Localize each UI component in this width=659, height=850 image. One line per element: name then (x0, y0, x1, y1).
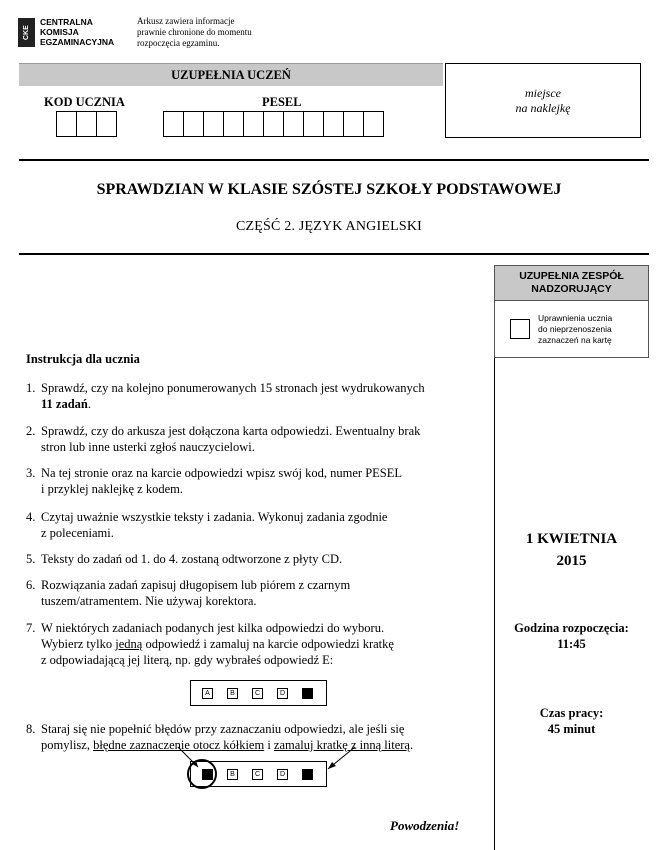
item-text: . (87, 397, 92, 411)
item-text: z odpowiadającą jej literą, np. gdy wybrałeś odpowiedź E: (41, 653, 334, 667)
sticker-place (445, 63, 641, 138)
rights-checkbox[interactable] (510, 319, 530, 339)
exam-date (494, 528, 649, 572)
item-number: 5. (26, 552, 36, 566)
pesel-box[interactable] (223, 111, 244, 137)
pesel-box[interactable] (343, 111, 364, 137)
start-time-value: 11:45 (557, 637, 586, 651)
pesel-box[interactable] (323, 111, 344, 137)
start-time-label: Godzina rozpoczęcia: (514, 621, 629, 635)
exam-title: SPRAWDZIAN W KLASIE SZÓSTEJ SZKOŁY PODSTAWOWEJ (96, 181, 562, 198)
item-number: 1. (26, 381, 36, 395)
item-text: i (264, 738, 274, 752)
notice-line: prawnie chronione do momentu (137, 27, 252, 37)
item-number: 8. (26, 722, 36, 736)
duration-block (494, 705, 649, 737)
answer-box-b: B (227, 769, 238, 780)
answer-box-d: D (277, 688, 288, 699)
pesel-box[interactable] (163, 111, 184, 137)
exam-date-year: 2015 (556, 553, 587, 569)
item-text: Sprawdź, czy do arkusza jest dołączona karta odpowiedzi. Ewentualny brak (41, 424, 421, 438)
item-text: Wybierz tylko (41, 637, 116, 651)
answer-example-strip (190, 680, 327, 706)
pesel-box[interactable] (203, 111, 224, 137)
pesel-box[interactable] (283, 111, 304, 137)
item-text: Na tej stronie oraz na karcie odpowiedzi wpisz swój kod, numer PESEL (41, 466, 403, 480)
rights-note (538, 313, 612, 346)
start-time-block (494, 620, 649, 652)
instruction-item (26, 423, 488, 455)
instruction-item (26, 509, 488, 541)
item-text-underlined: jedną (115, 637, 143, 651)
duration-value: 45 minut (547, 722, 596, 736)
pesel-box[interactable] (363, 111, 384, 137)
item-text: odpowiedź i zamaluj na karcie odpowiedzi kratkę (142, 637, 394, 651)
instruction-item (26, 380, 488, 412)
item-text: W niektórych zadaniach podanych jest kilka odpowiedzi do wyboru. (41, 621, 385, 635)
pesel-label: PESEL (262, 95, 302, 109)
answer-box-c: C (252, 688, 263, 699)
exam-subtitle: CZĘŚĆ 2. JĘZYK ANGIELSKI (235, 219, 423, 234)
pesel-box[interactable] (303, 111, 324, 137)
item-text-underlined: błędne zaznaczenie otocz kółkiem (93, 738, 265, 752)
pesel-box[interactable] (183, 111, 204, 137)
item-text: tuszem/atramentem. Nie używaj korektora. (41, 594, 257, 608)
student-fill-bar: UZUPEŁNIA UCZEŃ (19, 63, 443, 86)
rights-note-line: zaznaczeń na kartę (538, 335, 612, 345)
answer-box-d: D (277, 769, 288, 780)
item-text-underlined: zamaluj kratkę z inną literą (273, 738, 410, 752)
item-text: Czytaj uważnie wszystkie teksty i zadania. Wykonuj zadania zgodnie (41, 510, 388, 524)
item-text: z poleceniami. (41, 526, 114, 540)
item-text: . (409, 738, 414, 752)
item-text: stron lub inne usterki zgłoś nauczycielowi. (41, 440, 255, 454)
instruction-item (26, 551, 488, 567)
instruction-item (26, 577, 488, 609)
item-number: 7. (26, 621, 36, 635)
good-luck-text: Powodzenia! (390, 818, 460, 833)
cke-logo-text (40, 17, 114, 47)
sticker-text: na naklejkę (515, 100, 571, 115)
answer-box-a: A (202, 688, 213, 699)
rights-note-line: do nieprzenoszenia (538, 324, 612, 334)
instructions-title: Instrukcja dla ucznia (26, 352, 140, 366)
notice-line: Arkusz zawiera informacje (137, 16, 235, 26)
divider (19, 159, 649, 161)
item-text: pomylisz, (41, 738, 94, 752)
correction-circle-icon (187, 759, 217, 789)
supervisors-header (494, 265, 649, 301)
student-code-box[interactable] (76, 111, 97, 137)
notice-line: rozpoczęcia egzaminu. (137, 38, 220, 48)
supervisors-header-line: UZUPEŁNIA ZESPÓŁ (519, 270, 624, 282)
duration-label: Czas pracy: (539, 706, 604, 720)
pesel-box[interactable] (243, 111, 264, 137)
exam-date-day: 1 KWIETNIA (525, 531, 618, 547)
answer-box-b: B (227, 688, 238, 699)
item-text: Teksty do zadań od 1. do 4. zostaną odtworzone z płyty CD. (41, 552, 343, 566)
divider (19, 253, 649, 255)
item-number: 6. (26, 578, 36, 592)
instruction-item (26, 465, 488, 497)
item-text: Rozwiązania zadań zapisuj długopisem lub piórem z czarnym (41, 578, 351, 592)
item-text-bold: 11 zadań (41, 397, 88, 411)
cke-logo-icon: CKE (18, 18, 35, 47)
student-code-label: KOD UCZNIA (44, 95, 125, 109)
student-code-boxes[interactable] (57, 111, 117, 137)
student-code-box[interactable] (96, 111, 117, 137)
sticker-text: miejsce (525, 85, 561, 100)
logo-line: EGZAMINACYJNA (40, 37, 115, 47)
item-text: Staraj się nie popełnić błędów przy zaznaczaniu odpowiedzi, ale jeśli się (41, 722, 405, 736)
item-number: 2. (26, 424, 36, 438)
student-code-box[interactable] (56, 111, 77, 137)
instruction-item (26, 620, 488, 668)
logo-line: KOMISJA (40, 27, 79, 37)
item-text: i przyklej naklejkę z kodem. (41, 482, 183, 496)
answer-box-filled (302, 769, 313, 780)
answer-box-filled (302, 688, 313, 699)
item-text: Sprawdź, czy na kolejno ponumerowanych 15 stronach jest wydrukowanych (41, 381, 425, 395)
supervisors-header-line: NADZORUJĄCY (531, 283, 612, 295)
item-number: 3. (26, 466, 36, 480)
answer-box-c: C (252, 769, 263, 780)
item-number: 4. (26, 510, 36, 524)
confidential-notice (137, 16, 252, 49)
pesel-boxes[interactable] (164, 111, 384, 137)
logo-line: CENTRALNA (40, 17, 93, 27)
rights-note-line: Uprawnienia ucznia (538, 313, 613, 323)
pesel-box[interactable] (263, 111, 284, 137)
